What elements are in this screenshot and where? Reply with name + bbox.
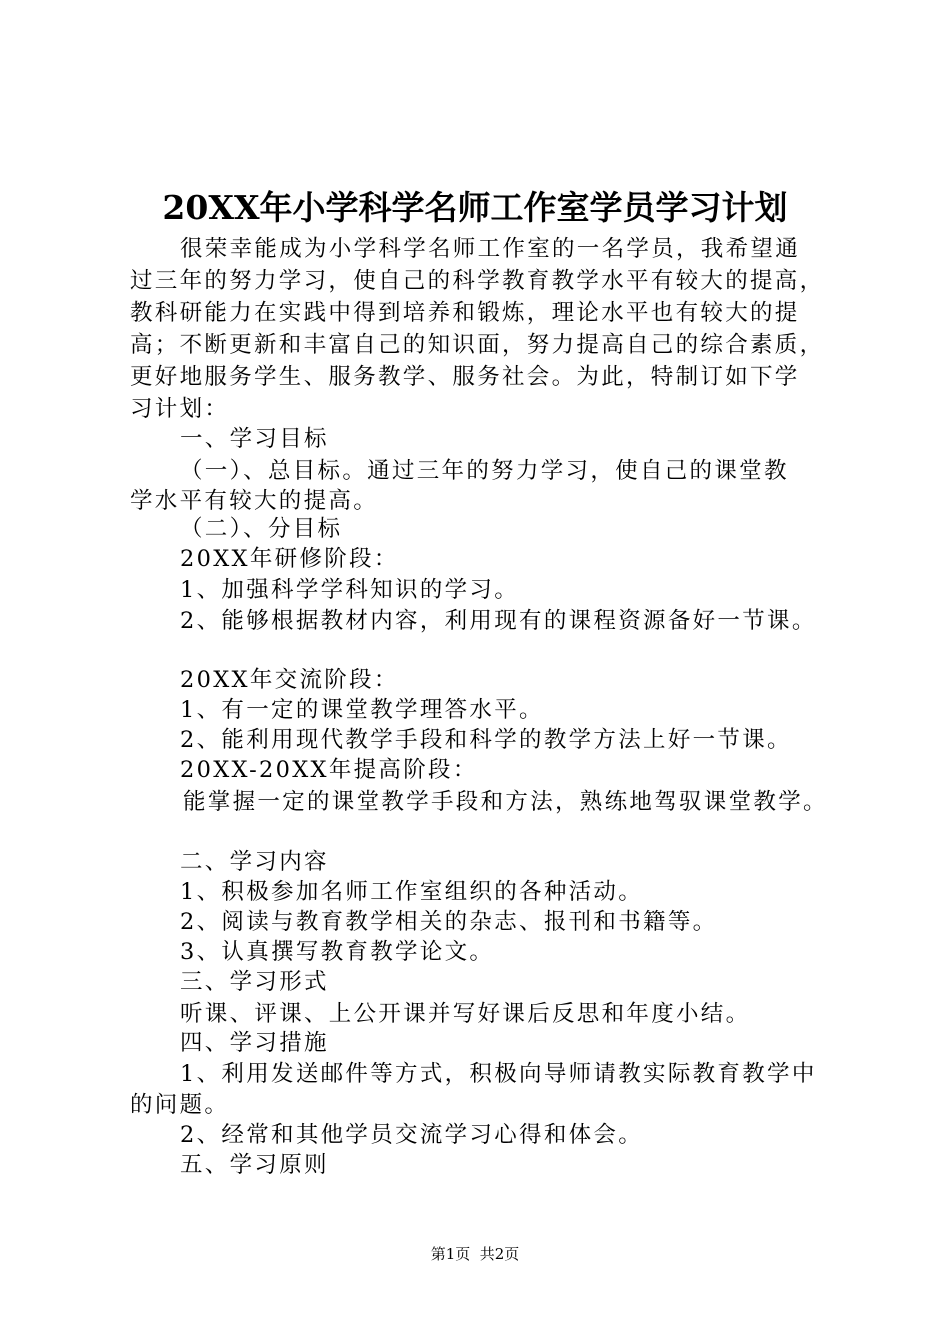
section-heading: 一、学习目标 bbox=[180, 426, 329, 452]
paragraph-line: 听课、评课、上公开课并写好课后反思和年度小结。 bbox=[180, 1001, 751, 1027]
stage-heading: 20XX年交流阶段： bbox=[180, 667, 399, 693]
list-item: 2、经常和其他学员交流学习心得和体会。 bbox=[180, 1122, 644, 1148]
list-item: 1、积极参加名师工作室组织的各种活动。 bbox=[180, 879, 644, 905]
list-item: 2、阅读与教育教学相关的杂志、报刊和书籍等。 bbox=[180, 909, 718, 935]
subsection-heading: （二）、分目标 bbox=[180, 516, 343, 542]
document-title: 20XX年小学科学名师工作室学员学习计划 bbox=[162, 188, 788, 227]
stage-heading: 20XX年研修阶段： bbox=[180, 546, 399, 572]
list-item: 2、能够根据教材内容，利用现有的课程资源备好一节课。 bbox=[180, 608, 817, 634]
list-item-continuation: 的问题。 bbox=[130, 1092, 230, 1118]
paragraph-line: 学水平有较大的提高。 bbox=[130, 488, 379, 514]
list-item: 1、有一定的课堂教学理答水平。 bbox=[180, 697, 544, 723]
paragraph-line: 高；不断更新和丰富自己的知识面，努力提高自己的综合素质， bbox=[130, 332, 825, 358]
section-heading: 二、学习内容 bbox=[180, 849, 329, 875]
list-item: 1、利用发送邮件等方式，积极向导师请教实际教育教学中 bbox=[180, 1061, 817, 1087]
section-heading: 五、学习原则 bbox=[180, 1152, 329, 1178]
paragraph-line: （一）、总目标。通过三年的努力学习，使自己的课堂教 bbox=[180, 458, 789, 484]
section-heading: 四、学习措施 bbox=[180, 1030, 329, 1056]
paragraph-line: 习计划： bbox=[130, 396, 230, 422]
paragraph-line: 很荣幸能成为小学科学名师工作室的一名学员，我希望通 bbox=[180, 236, 801, 262]
paragraph-line: 过三年的努力学习，使自己的科学教育教学水平有较大的提高， bbox=[130, 268, 825, 294]
paragraph-line: 能掌握一定的课堂教学手段和方法，熟练地驾驭课堂教学。 bbox=[183, 789, 828, 815]
section-heading: 三、学习形式 bbox=[180, 969, 329, 995]
stage-heading: 20XX-20XX年提高阶段： bbox=[180, 757, 478, 783]
list-item: 2、能利用现代教学手段和科学的教学方法上好一节课。 bbox=[180, 727, 792, 753]
paragraph-line: 教科研能力在实践中得到培养和锻炼，理论水平也有较大的提 bbox=[130, 300, 800, 326]
paragraph-line: 更好地服务学生、服务教学、服务社会。为此，特制订如下学 bbox=[130, 364, 800, 390]
page-footer: 第1页 共2页 bbox=[430, 1245, 520, 1263]
list-item: 3、认真撰写教育教学论文。 bbox=[180, 939, 495, 965]
list-item: 1、加强科学学科知识的学习。 bbox=[180, 577, 520, 603]
